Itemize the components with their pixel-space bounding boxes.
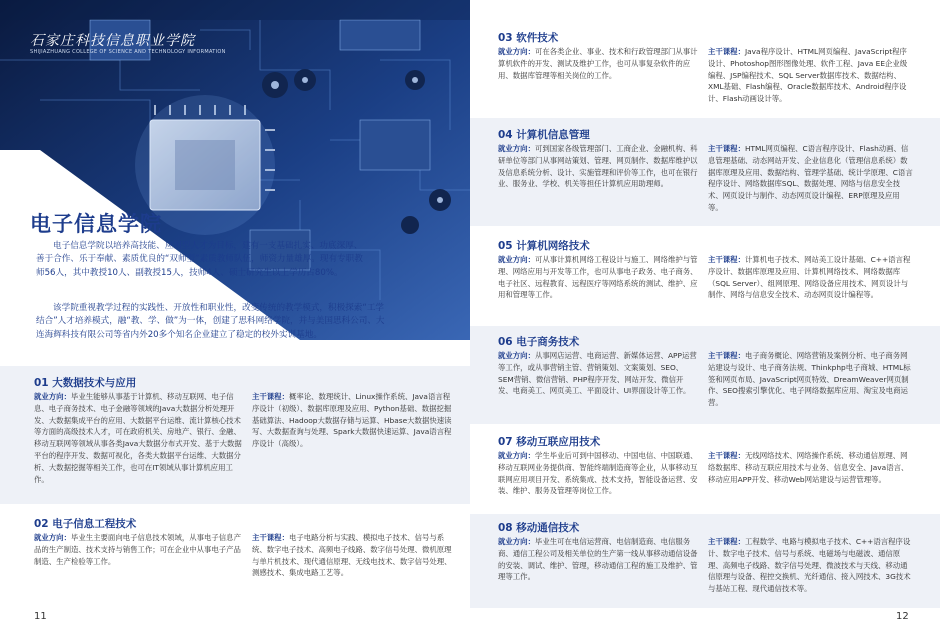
core-courses [708,46,914,105]
right-page [470,0,940,642]
core-courses [708,350,914,409]
courses-label: 主干课程： [708,144,745,153]
employment-label: 就业方向： [498,351,535,360]
courses-text: 概率论、数理统计、Linux操作系统、Java语言程序设计（初级）、数据库原理及应用、Python基础、数据挖掘基础算法、Hadoop大数据存储与运算、Hbase大数据快速读写、大数据查询与处理、Spark大数据快速运算、Java语言程序设计（高级）。 [252,392,452,449]
courses-text: 无线网络技术、网络操作系统、移动通信原理、网络数据库、移动互联应用技术与业务、信息安全、Java语言、移动应用APP开发、移动Web网站建设与运营管理等。 [708,451,909,484]
core-courses [708,254,914,301]
courses-label: 主干课程： [708,537,745,546]
employment-direction [498,350,698,397]
college-title: 电子信息学院 [30,211,162,236]
employment-direction [498,254,698,301]
program-section-software [470,0,940,114]
employment-direction [34,391,246,485]
college-logo-text: 石家庄科技信息职业学院 [30,33,195,49]
program-title: 05 计算机网络技术 [498,240,590,252]
employment-text: 可从事计算机网络工程设计与施工、网络维护与管理、网络应用与开发等工作，也可从事电子政务、电子商务、电子社区、远程教育、远程医疗等网络系统的测试、维护、应用和管理等工作。 [498,255,698,300]
employment-direction [498,450,698,497]
college-logo-subtitle: SHIJIAZHUANG COLLEGE OF SCIENCE AND TECHNOLOGY INFORMATION [30,49,226,55]
employment-direction [498,536,698,583]
employment-direction [498,143,698,190]
employment-label: 就业方向： [498,255,535,264]
page-number-right: 12 [896,611,909,622]
courses-label: 主干课程： [252,392,289,401]
program-section-ecommerce [470,326,940,424]
employment-label: 就业方向： [34,533,71,542]
employment-text: 可到国家各级管理部门、工商企业、金融机构、科研单位等部门从事网站策划、管理、网页制作、数据库维护以及信息系统分析、设计、实施管理和评价等工作，也可在银行业、服务业、学校、机关等担任计算机应用助理师。 [498,144,698,189]
core-courses [708,536,914,595]
employment-text: 毕业生主要面向电子信息技术领域，从事电子信息产品的生产制造、技术支持与销售工作；可在企业中从事电子产品制造、生产检验等工作。 [34,533,241,566]
employment-direction [498,46,698,81]
core-courses [252,532,452,579]
program-title: 02 电子信息工程技术 [34,518,137,530]
employment-label: 就业方向： [34,392,71,401]
program-section-big-data [0,366,470,504]
core-courses [252,391,452,450]
program-section-network [470,230,940,322]
program-title: 08 移动通信技术 [498,522,580,534]
courses-text: Java程序设计、HTML网页编程、JavaScript程序设计、Photoshop图形图像处理、软件工程、Java EE企业级编程、JSP编程技术、SQL Server数据库技术、数据结构、XML基础、Flash编程、Oracle数据库技术、Android程序设计、Flash动画设计等。 [708,47,908,104]
program-section-electronic-info [0,508,470,608]
courses-label: 主干课程： [708,47,745,56]
intro-paragraph-1: 电子信息学院以培养高技能、应用型人才为目标，建有一支基础扎实、功底深厚、善于合作、乐于奉献、素质优良的“双师型”素质教师队伍，师资力量雄厚。现有专职教师56人，其中教授10人、副教授15人，技师4人、硕士研究生以上学历占80%。 [36,241,363,278]
program-title: 04 计算机信息管理 [498,129,590,141]
courses-text: 计算机电子技术、网站美工设计基础、C++语言程序设计、数据库原理及应用、计算机网络技术、网络数据库（SQL Server）、组网原理、网络设备应用技术、网页设计与制作、网络与信息安全技术、动态网页设计编程等。 [708,255,911,300]
program-section-mobile-comm [470,514,940,608]
employment-label: 就业方向： [498,144,535,153]
employment-direction [34,532,246,567]
employment-text: 毕业生可在电信运营商、电信制造商、电信服务商、通信工程公司及相关单位的生产第一线从事移动通信设备的安装、调试、维护、管理，移动通信工程的施工及维护、管理等工作。 [498,537,698,582]
courses-label: 主干课程： [708,255,745,264]
program-section-info-management [470,118,940,226]
employment-text: 可在各类企业、事业、技术和行政管理部门从事计算机软件的开发、测试及维护工作，也可从事复杂软件的应用、数据库管理等相关岗位的工作。 [498,47,698,80]
page-number-left: 11 [34,611,47,622]
intro-paragraph-2: 该学院重视教学过程的实践性、开放性和职业性，改变传统的教学模式，积极探索“工学结合”人才培养模式，融“教、学、做”为一体，创建了思科网络学院，并与美国思科公司、大连海辉科技有限公司等省内外20多个知名企业建立了稳定的校外实训基地。 [36,303,385,340]
program-title: 03 软件技术 [498,32,559,44]
program-section-mobile-internet [470,428,940,514]
core-courses [708,450,914,485]
employment-label: 就业方向： [498,451,535,460]
employment-text: 从事网店运营、电商运营、新媒体运营、APP运营等工作，或从事营销主管、营销策划、文案策划、SEO、SEM营销、微信营销、PHP程序开发、网站开发、微信开发、电商美工、网页美工、平面设计、UI界面设计等工作。 [498,351,697,396]
program-title: 07 移动互联应用技术 [498,436,601,448]
courses-label: 主干课程： [708,451,745,460]
courses-text: 电子电路分析与实践、模拟电子技术、信号与系统、数字电子技术、高频电子线路、数字信号处理、微机原理与单片机技术、现代通信原理、无线电技术、数字信号处理、测感技术、集成电路工艺等。 [252,533,452,578]
program-title: 01 大数据技术与应用 [34,377,137,389]
core-courses [708,143,914,214]
courses-text: 工程数学、电路与模拟电子技术、C++语言程序设计、数字电子技术、信号与系统、电磁场与电磁波、通信原理、高频电子线路、数字信号处理、微波技术与天线、移动通信原理与设备、程控交换机、光纤通信、接入网技术、3G技术与基站工程、现代通信技术等。 [708,537,911,594]
program-title: 06 电子商务技术 [498,336,580,348]
employment-label: 就业方向： [498,47,535,56]
courses-label: 主干课程： [708,351,745,360]
employment-label: 就业方向： [498,537,535,546]
courses-text: 电子商务概论、网络营销及案例分析、电子商务网站建设与设计、电子商务法规、Thinkphp电子商城、HTML标签和网页布局、JavaScript网页特效、DreamWeaver网页制作、SEO搜索引擎优化、电子网络数据库应用、淘宝及电商运营。 [708,351,911,408]
employment-text: 学生毕业后可到中国移动、中国电信、中国联通、移动互联网业务提供商、智能终端制造商等企业，从事移动互联网应用项目开发、系统集成、技术支持，智能设备运营、安装、维护、服务及管理等岗位工作。 [498,451,698,496]
courses-label: 主干课程： [252,533,289,542]
courses-text: HTML网页编程、C语言程序设计、Flash动画、信息管理基础、动态网站开发、企业信息化（管理信息系统）数据库原理及应用、数据结构、管理学基础、统计学原理、C语言程序设计、网络数据库SQL、数据处理、网络与信息安全技术、网页设计与制作、动态网页设计编程、ERP原理及应用等。 [708,144,913,212]
employment-text: 毕业生能够从事基于计算机、移动互联网、电子信息、电子商务技术、电子金融等领域的Java大数据分析处理开发、大数据集成平台的应用、大数据平台运维、流计算核心技术等方面的高级技术人才，可在政府机关、房地产、银行、金融、移动互联网等领域从事各类Java大数据分布式开发、基于大数据平台的程序开发、数据可视化，各类大数据平台运维、大数据分析、大数据挖掘等相关工作，也可在IT领域从事计算机应用工作。 [34,392,242,484]
